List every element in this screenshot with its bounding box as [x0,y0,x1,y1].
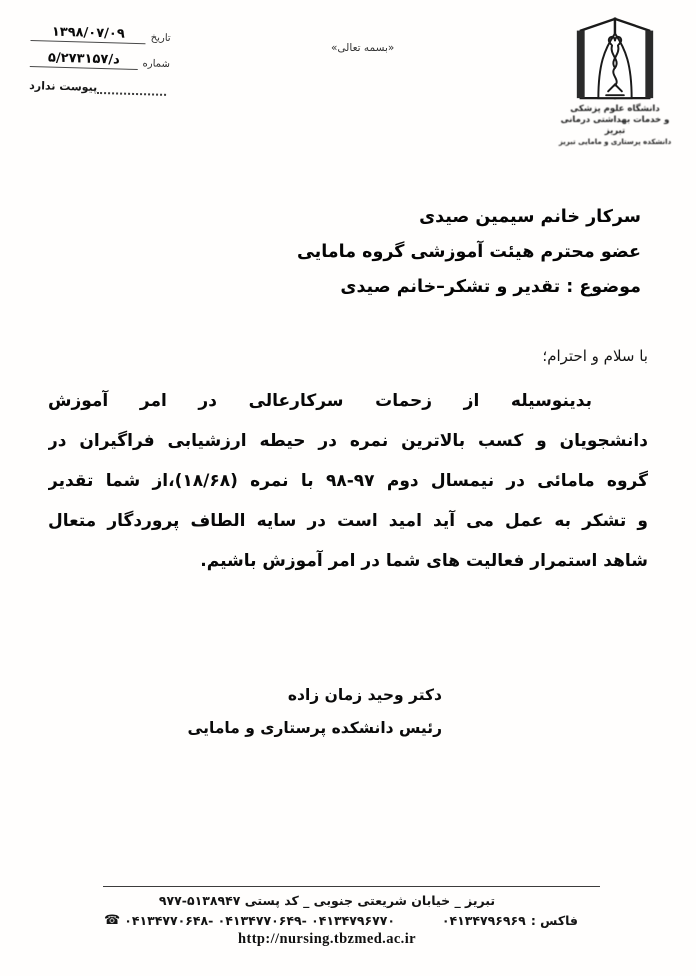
recipient-name: سرکار خانم سیمین صیدی [419,207,641,227]
logo-caption-line2: و خدمات بهداشتی درمانی تبریز [560,115,670,136]
number-row [30,50,170,71]
attachment-text: پیوست ندارد [29,79,98,94]
logo-caption [554,104,676,147]
logo-caption-line3: دانشکده پرستاری و مامایی تبریز [558,138,672,146]
website-url: http://nursing.tbzmed.ac.ir [238,931,416,947]
logo-caption-line1: دانشگاه علوم پزشکی [570,104,660,114]
fax-label: فاکس : [530,913,578,928]
body-line: دانشجویان و کسب بالاترین نمره در حیطه ارزشیابی فراگیران در [48,431,648,451]
number-value: ۵/د/۲۷۳۱۵۷ [30,50,138,70]
number-label: شماره [142,58,171,70]
bismillah-text: «بسمه تعالی» [331,42,395,54]
attachment-row [29,79,169,96]
body-line: گروه مامائی در نیمسال دوم ۹۷-۹۸ با نمره (۱۸/۶۸)،از شما تقدیر [48,471,648,491]
reference-block [29,24,171,96]
body-line: شاهد استمرار فعالیت های شما در امر آموزش باشیم. [200,551,648,571]
recipient-role: عضو محترم هیئت آموزشی گروه مامایی [296,242,641,262]
body-line: و تشکر به عمل می آید امید است در سایه الطاف پروردگار متعال [48,511,648,531]
date-value: ۱۳۹۸/۰۷/۰۹ [31,24,147,44]
phones-group [104,913,395,928]
footer-address: تبریز _ خیابان شریعتی جنوبی _ کد پستی ۵۱۳۸۹۴۷-۹۷۷ [158,893,496,908]
footer-divider [103,886,600,887]
recipient-block [297,200,641,305]
footer-contact-row [76,913,578,928]
signer-name: دکتر وحید زمان زاده [287,686,442,704]
body-line: بدینوسیله از زحمات سرکارعالی در امر آموزش [48,391,592,411]
phone-numbers: ۰۴۱۳۴۷۷۰۶۴۸- ۰۴۱۳۴۷۷۰۶۴۹- ۰۴۱۳۴۷۹۶۷۷۰ [124,913,396,928]
attachment-dotted-line [97,82,166,96]
fax-number: ۰۴۱۳۴۷۹۶۹۶۹ [441,913,526,928]
phone-icon: ☎ [104,913,121,928]
greeting-line: با سلام و احترام؛ [542,347,648,365]
date-label: تاریخ [150,32,171,44]
signature-block [188,679,443,745]
university-logo [554,12,676,147]
footer-block [76,891,578,948]
fax-group [442,913,578,928]
subject-line: موضوع : تقدیر و تشکر–خانم صیدی [340,277,641,297]
date-row [31,24,171,45]
letter-body [48,381,648,581]
open-book-emblem [566,12,664,104]
signer-title: رئیس دانشکده پرستاری و مامایی [187,719,442,737]
